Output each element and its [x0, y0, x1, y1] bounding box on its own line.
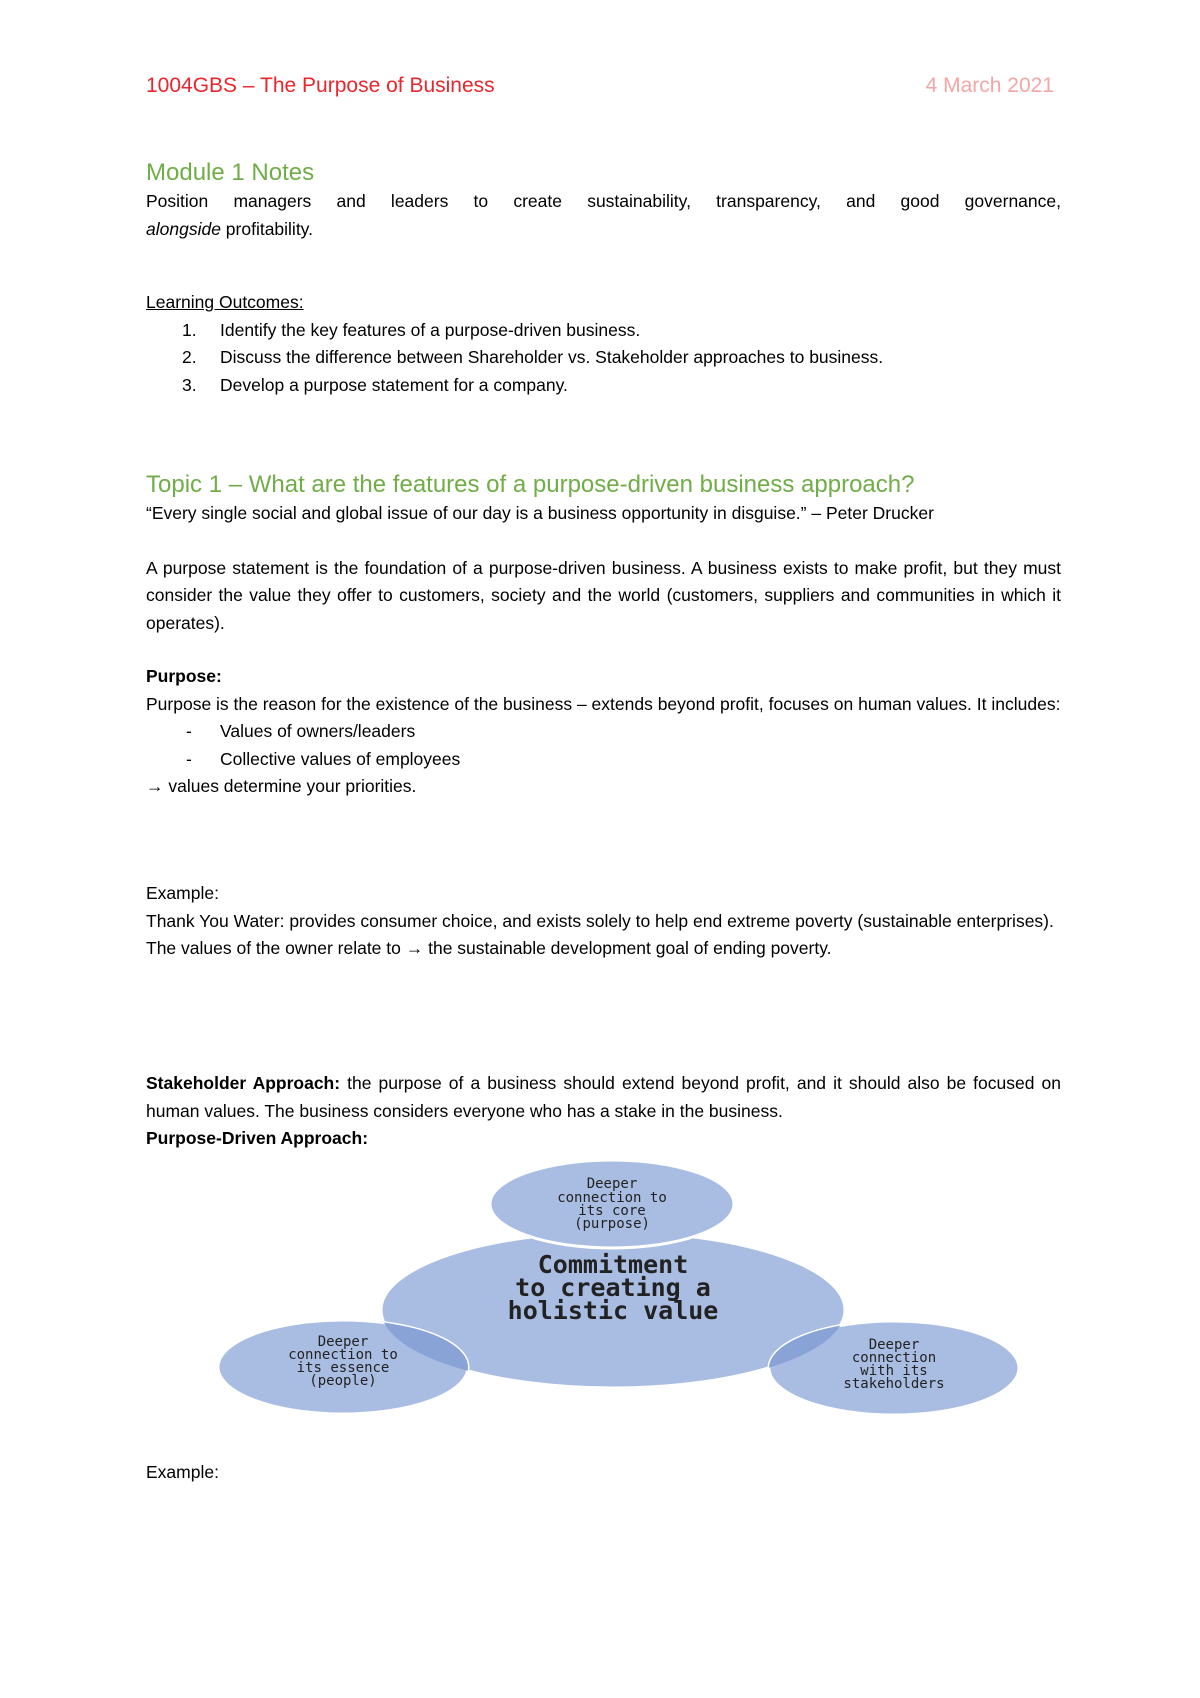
list-item-number: 1.: [182, 319, 197, 340]
purpose-bullets: [146, 718, 1061, 773]
top-line-4: (purpose): [574, 1216, 650, 1232]
list-item-text: Collective values of employees: [220, 748, 461, 769]
topic1-section: [146, 470, 1061, 637]
module-intro-italic: alongside: [146, 218, 221, 239]
list-item: [146, 344, 1061, 372]
learning-outcomes-heading: Learning Outcomes:: [146, 292, 304, 312]
list-item-text: Develop a purpose statement for a company.: [220, 374, 568, 395]
example1-owner-line: The values of the owner relate to → the sustainable development goal of ending poverty.: [146, 938, 832, 958]
right-line-3: with its: [860, 1363, 928, 1379]
topic1-quote: “Every single social and global issue of our day is a business opportunity in disguise.” – Peter Drucker: [146, 503, 934, 523]
purpose-driven-label: Purpose-Driven Approach:: [146, 1128, 369, 1148]
center-line-2: to creating a: [515, 1273, 711, 1302]
example1-label: Example:: [146, 883, 219, 903]
right-line-4: stakeholders: [843, 1376, 945, 1392]
purpose-section: [146, 663, 1061, 801]
right-line-2: connection: [851, 1350, 937, 1366]
top-line-3: its core: [578, 1203, 646, 1219]
module-intro-line1: Position managers and leaders to create sustainability, transparency, and good governance,: [146, 191, 1061, 211]
left-line-3: its essence: [296, 1360, 390, 1376]
topic1-paragraph: A purpose statement is the foundation of a purpose-driven business. A business exists to make profit, but they must consider the value they offer to customers, society and the world (customers, suppliers and communities in which it operates).: [146, 557, 1061, 633]
purpose-arrow-line: → values determine your priorities.: [146, 776, 417, 796]
left-line-4: (people): [309, 1373, 377, 1389]
top-line-1: Deeper: [586, 1176, 638, 1192]
module-title: Module 1 Notes: [146, 159, 315, 186]
list-item: - Values of owners/leaders: [186, 721, 416, 741]
list-item: [146, 372, 1061, 400]
header-date: 4 March 2021: [925, 74, 1054, 97]
left-line-1: Deeper: [317, 1334, 369, 1350]
purpose-text: Purpose is the reason for the existence of the business – extends beyond profit, focuses on human values. It includes:: [146, 693, 1061, 714]
right-line-1: Deeper: [868, 1337, 920, 1353]
module-intro-rest: profitability.: [220, 218, 313, 239]
stakeholder-label: Stakeholder Approach:: [146, 1073, 341, 1093]
stakeholder-section: [146, 1070, 1061, 1153]
example2-label: Example:: [146, 1462, 219, 1482]
stakeholder-paragraph: [146, 1070, 1061, 1125]
list-item: [146, 317, 1061, 345]
left-line-2: connection to: [288, 1347, 398, 1363]
list-item-text: Identify the key features of a purpose-driven business.: [220, 319, 641, 340]
example1-text: Thank You Water: provides consumer choice, and exists solely to help end extreme poverty (sustainable enterprises).: [146, 910, 1054, 931]
center-line-3: holistic value: [507, 1296, 719, 1325]
list-item-text: Values of owners/leaders: [220, 721, 416, 741]
stakeholder-text: the purpose of a business should extend beyond profit, and it should also be focused on human values. The business considers everyone who has a stake in the business.: [146, 1073, 1061, 1121]
header-course-title: 1004GBS – The Purpose of Business: [146, 74, 495, 97]
learning-outcomes-list: [146, 317, 1061, 400]
list-item-text: Discuss the difference between Shareholder vs. Stakeholder approaches to business.: [220, 347, 884, 367]
example2-section: [146, 1459, 1061, 1487]
center-line-1: Commitment: [537, 1250, 689, 1279]
list-item-number: 3.: [182, 374, 197, 395]
purpose-driven-diagram: [200, 1160, 1030, 1430]
topic1-title: Topic 1 – What are the features of a purpose-driven business approach?: [146, 471, 915, 498]
list-item-number: 2.: [182, 347, 197, 367]
list-item: - Collective values of employees: [186, 748, 461, 769]
module-section: [146, 158, 1061, 243]
top-line-2: connection to: [557, 1190, 667, 1206]
module-intro-line2: [146, 216, 1061, 244]
example1-section: [146, 880, 1061, 963]
purpose-heading: Purpose:: [146, 666, 222, 686]
learning-outcomes-section: [146, 289, 1061, 399]
